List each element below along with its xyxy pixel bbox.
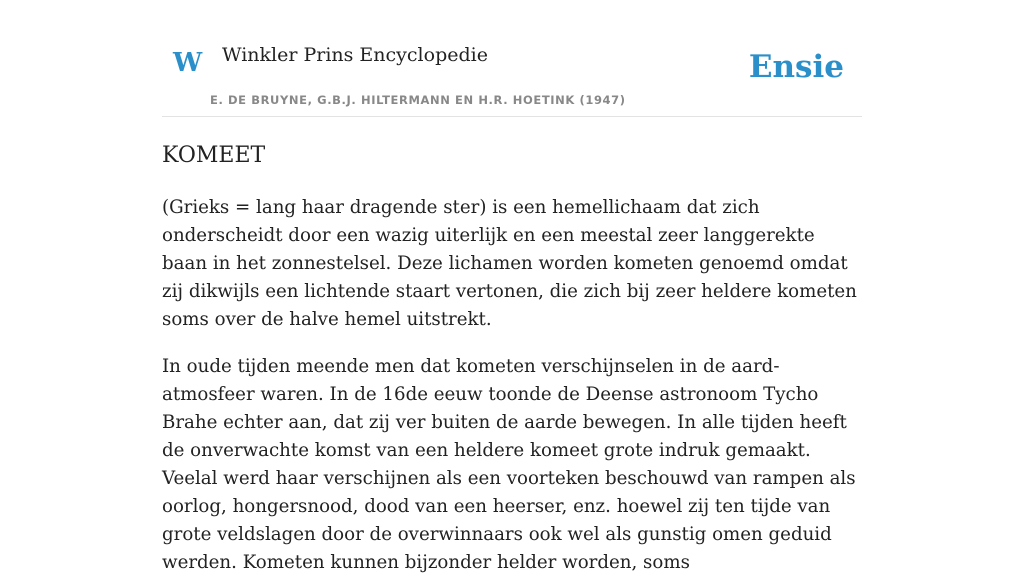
encyclopedia-authors: E. DE BRUYNE, G.B.J. HILTERMANN EN H.R. HOETINK (1947) [210, 93, 626, 107]
encyclopedia-header [162, 0, 862, 117]
entry-title: KOMEET [162, 143, 266, 168]
encyclopedia-logo[interactable]: W [173, 48, 203, 78]
entry-paragraph: In oude tijden meende men dat kometen verschijnselen in de aard-atmosfeer waren. In de 16de eeuw toonde de Deense astronoom Tycho Brahe echter aan, dat zij ver buiten de aarde bewegen. In alle tijden heeft de onverwachte komst van een heldere komeet grote indruk gemaakt. Veelal werd haar verschijnen als een voorteken beschouwd van rampen als oorlog, hongersnood, dood van een heerser, enz. hoewel zij ten tijde van grote veldslagen door de overwinnaars ook wel als gunstig omen geduid werden. Kometen kunnen bijzonder helder worden, soms [162, 356, 856, 574]
site-logo[interactable]: Ensie [748, 49, 844, 85]
encyclopedia-title[interactable]: Winkler Prins Encyclopedie [222, 44, 488, 66]
entry-paragraph: (Grieks = lang haar dragende ster) is een hemellichaam dat zich onderscheidt door een wazig uiterlijk en een meestal zeer langgerekte baan in het zonnestelsel. Deze lichamen worden kometen genoemd omdat zij dikwijls een lichtende staart vertonen, die zich bij zeer heldere kometen soms over de halve hemel uitstrekt. [162, 197, 857, 331]
page-container [162, 0, 862, 577]
